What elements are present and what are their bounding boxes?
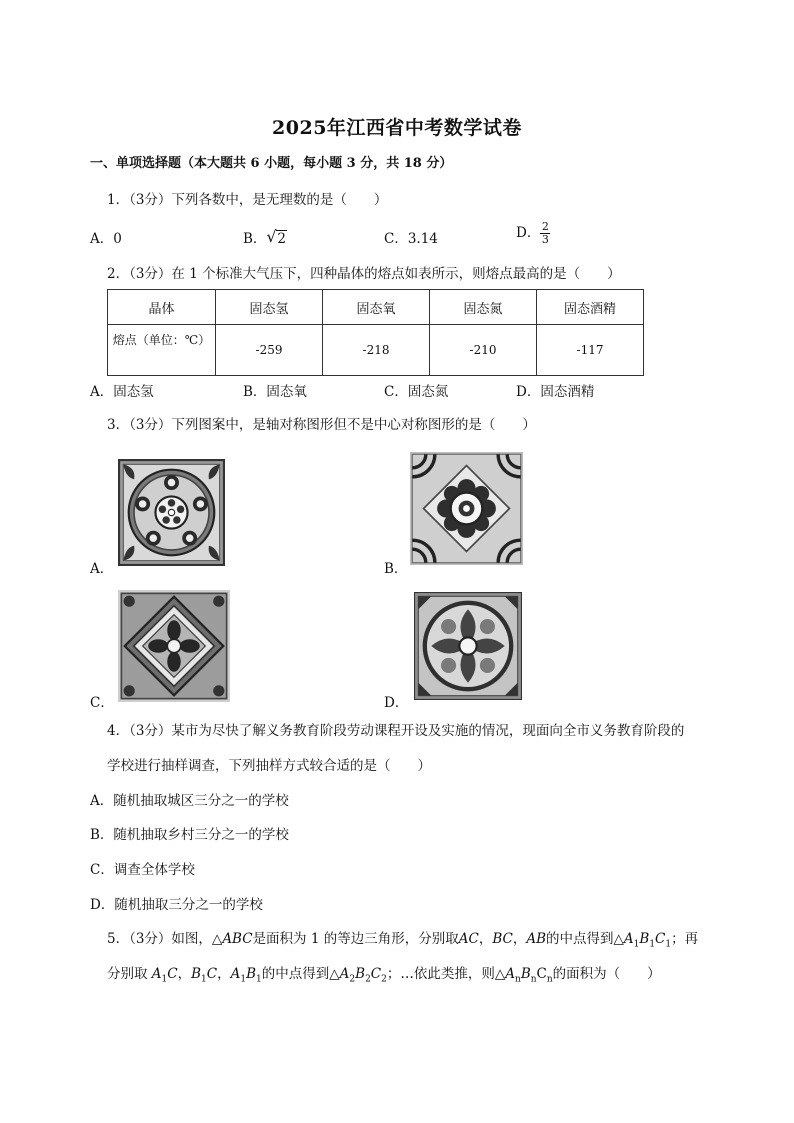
pattern-b-image: [410, 452, 523, 565]
math-var: ABC: [222, 931, 253, 947]
fraction: [540, 221, 550, 246]
question-5-stem-line2: [107, 962, 661, 985]
q3-option-a: A．: [90, 561, 114, 577]
text-run: 是面积为 1 的等边三角形，分别取: [252, 931, 459, 947]
text-run: 的中点得到△: [546, 931, 624, 947]
pattern-a-image: [118, 459, 225, 566]
text-run: ，: [512, 931, 527, 947]
q2-option-b: B．固态氧: [243, 384, 307, 400]
table-cell: 晶体: [108, 290, 216, 325]
math-var: BC: [492, 931, 513, 947]
sqrt-expression: √ 2: [266, 227, 287, 247]
question-1-stem: 1．（3分）下列各数中，是无理数的是（ ）: [107, 192, 388, 208]
table-cell: -218: [323, 325, 430, 376]
text-run: ，: [217, 966, 231, 982]
radicand: 2: [277, 231, 287, 247]
math-var: C: [536, 966, 547, 982]
question-5-stem-line1: [107, 927, 698, 950]
subscript: 1: [161, 974, 168, 985]
table-header-row: [108, 290, 644, 325]
question-3-stem: 3．（3分）下列图案中，是轴对称图形但不是中心对称图形的是（ ）: [107, 417, 536, 433]
text-run: ，: [478, 931, 493, 947]
text-run: ；…依此类推，则△: [386, 966, 506, 982]
pattern-d-image: [414, 592, 522, 700]
q1-option-d-label: D．: [516, 225, 541, 241]
q4-option-a: A．随机抽取城区三分之一的学校: [90, 793, 289, 809]
table-cell: -117: [537, 325, 644, 376]
table-cell: 固态氢: [216, 290, 323, 325]
table-cell: 固态氮: [430, 290, 537, 325]
math-var: C: [167, 966, 178, 982]
subscript: n: [515, 974, 521, 985]
q3-option-c: C．: [90, 695, 114, 711]
table-cell: -259: [216, 325, 323, 376]
subscript: 1: [201, 974, 207, 985]
subscript: 1: [256, 974, 262, 985]
subscript: 1: [649, 939, 656, 950]
q2-option-d: D．固态酒精: [516, 384, 595, 400]
math-var: C: [370, 966, 382, 982]
math-var: B: [191, 966, 202, 982]
math-var: C: [206, 966, 218, 982]
question-4-stem-line2: 学校进行抽样调查，下列抽样方式较合适的是（ ）: [107, 758, 431, 774]
q3-option-b: B．: [384, 561, 408, 577]
question-4-stem-line1: 4．（3分）某市为尽快了解义务教育阶段劳动课程开设及实施的情况，现面向全市义务教育阶段的: [107, 723, 685, 739]
q4-option-c: C．调查全体学校: [90, 862, 195, 878]
math-var: B: [355, 966, 366, 982]
math-var: A: [339, 966, 350, 982]
q1-option-d: [516, 221, 550, 246]
math-var: B: [246, 966, 257, 982]
text-run: ，: [177, 966, 192, 982]
subscript: 2: [381, 974, 387, 985]
subscript: n: [546, 974, 553, 985]
table-cell: 固态氧: [323, 290, 430, 325]
math-var: B: [639, 931, 650, 947]
math-var: A: [151, 966, 162, 982]
melting-point-table: [107, 289, 644, 376]
q3-option-d: D．: [384, 695, 409, 711]
q4-option-d: D．随机抽取三分之一的学校: [90, 897, 263, 913]
table-row: [108, 325, 644, 376]
q1-option-b-label: B．: [243, 231, 267, 247]
q2-option-a: A．固态氢: [90, 384, 154, 400]
q4-option-b: B．随机抽取乡村三分之一的学校: [90, 827, 289, 843]
text-run: ；再: [671, 931, 699, 947]
math-var: B: [520, 966, 531, 982]
table-cell: 固态酒精: [537, 290, 644, 325]
math-var: AC: [458, 931, 479, 947]
page-title: 2025年江西省中考数学试卷: [272, 117, 522, 139]
denominator: 3: [541, 233, 549, 246]
math-var: A: [505, 966, 516, 982]
subscript: 1: [665, 939, 672, 950]
subscript: n: [530, 974, 537, 985]
q2-option-c: C．固态氮: [384, 384, 449, 400]
q1-option-b: [243, 227, 287, 247]
math-var: C: [655, 931, 666, 947]
text-run: 分别取: [107, 966, 148, 982]
subscript: 2: [349, 974, 356, 985]
subscript: 1: [633, 939, 640, 950]
q1-option-a: A．0: [90, 231, 122, 247]
q1-option-c: C．3.14: [384, 231, 438, 247]
math-var: A: [230, 966, 241, 982]
text-run: 的中点得到△: [261, 966, 340, 982]
section-heading: 一、单项选择题（本大题共 6 小题，每小题 3 分，共 18 分）: [90, 156, 453, 171]
math-var: A: [623, 931, 634, 947]
table-cell: 熔点（单位：℃）: [108, 325, 216, 376]
subscript: 1: [240, 974, 247, 985]
text-run: 的面积为（ ）: [552, 966, 661, 982]
table-cell: -210: [430, 325, 537, 376]
text-run: 5．（3分）如图，△: [107, 931, 223, 947]
pattern-c-image: [118, 590, 230, 702]
numerator: 2: [541, 220, 549, 233]
math-var: AB: [526, 931, 547, 947]
question-2-stem: 2．（3分）在 1 个标准大气压下，四种晶体的熔点如表所示，则熔点最高的是（ ）: [107, 266, 621, 282]
subscript: 2: [365, 974, 371, 985]
